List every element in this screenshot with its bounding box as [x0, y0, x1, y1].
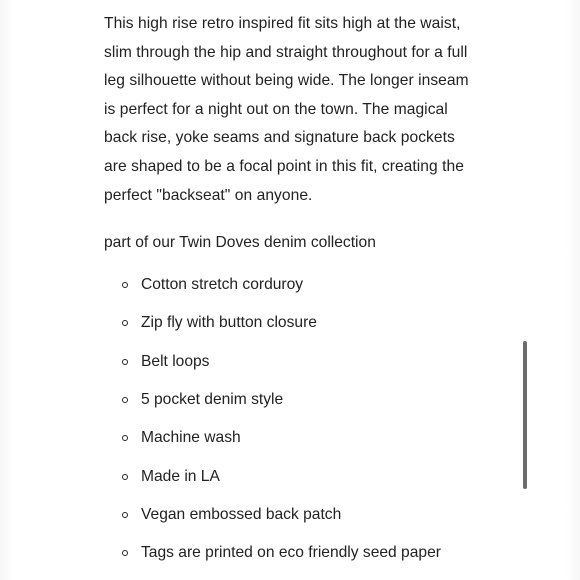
feature-list-item	[104, 543, 476, 580]
feature-list-item	[104, 275, 476, 313]
feature-text: Cotton stretch corduroy	[141, 275, 304, 293]
collection-note: part of our Twin Doves denim collection	[104, 234, 376, 252]
product-details-content	[104, 10, 476, 580]
circle-bullet-icon	[122, 320, 128, 326]
feature-list-item	[104, 428, 476, 466]
feature-text: Made in LA	[141, 467, 220, 485]
circle-bullet-icon	[122, 282, 128, 288]
circle-bullet-icon	[122, 359, 128, 365]
feature-list-item	[104, 390, 476, 428]
feature-text: 5 pocket denim style	[141, 390, 284, 408]
feature-text: Machine wash	[141, 429, 241, 447]
circle-bullet-icon	[122, 397, 128, 403]
feature-text: Vegan embossed back patch	[141, 506, 342, 524]
feature-list-item	[104, 313, 476, 351]
circle-bullet-icon	[122, 474, 128, 480]
feature-text: Belt loops	[141, 352, 210, 370]
circle-bullet-icon	[122, 435, 128, 441]
circle-bullet-icon	[122, 550, 128, 556]
vertical-scrollbar[interactable]	[523, 341, 527, 489]
feature-list-item	[104, 352, 476, 390]
product-description: This high rise retro inspired fit sits high at the waist, slim through the hip and straight throughout for a full leg silhouette without being wide. The longer inseam is perfect for a night out on the town. The magical back rise, yoke seams and signature back pockets are shaped to be a focal point in this fit, creating the perfect "backseat" on anyone.	[104, 15, 469, 204]
feature-text: Tags are printed on eco friendly seed paper	[141, 544, 441, 562]
circle-bullet-icon	[122, 512, 128, 518]
feature-text: Zip fly with button closure	[141, 314, 317, 332]
feature-list	[104, 275, 476, 580]
feature-list-item	[104, 505, 476, 543]
feature-list-item	[104, 467, 476, 505]
